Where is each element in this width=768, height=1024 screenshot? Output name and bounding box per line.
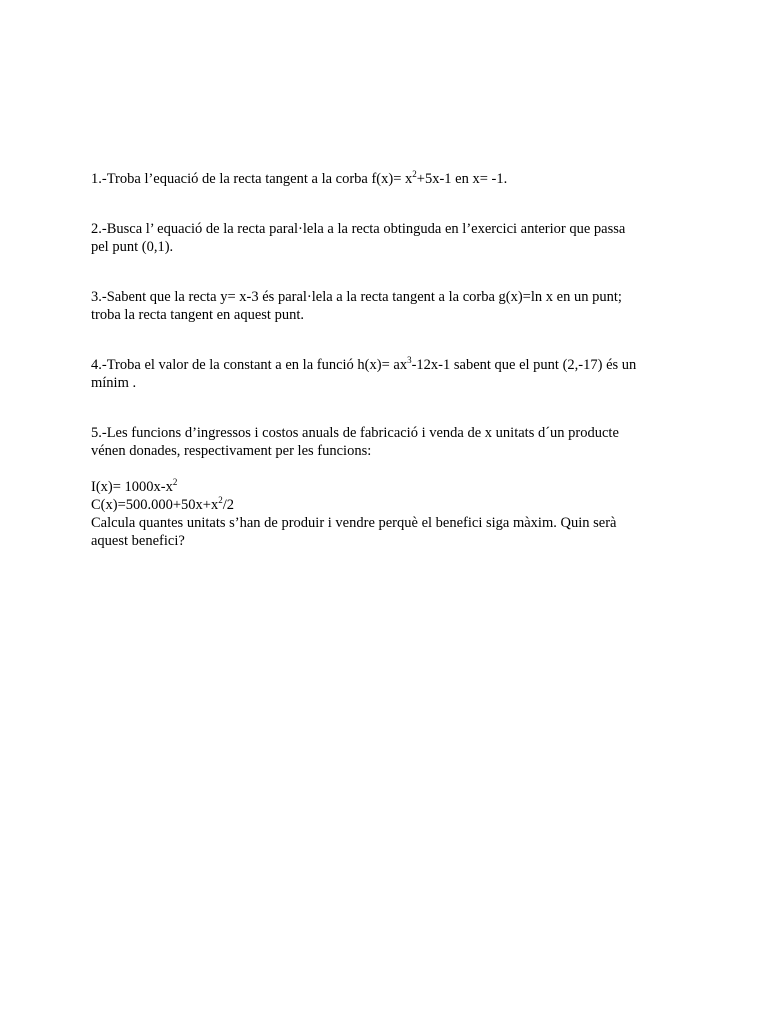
exercise-5-line-4: aquest benefici? [91,533,185,549]
exercise-4-line-2: mínim . [91,375,137,391]
exercise-3-line-2: troba la recta tangent en aquest punt. [91,307,304,323]
exercise-5-line-2: vénen donades, respectivament per les funcions: [91,443,372,459]
exercise-4-text: 4.-Troba el valor de la constant a en la funció h(x)= ax [91,357,408,373]
exercise-2 [91,220,691,256]
exercise-2-line-2: pel punt (0,1). [91,239,174,255]
exercise-sheet [91,170,691,550]
cost-function-text: C(x)=500.000+50x+x [91,497,219,513]
exercise-2-line-1: 2.-Busca l’ equació de la recta paral·lela a la recta obtinguda en l’exercici anterior que passa [91,221,626,237]
income-function-text: I(x)= 1000x-x [91,479,173,495]
exercise-5 [91,424,691,550]
exercise-4 [91,356,691,392]
income-function [91,478,691,496]
exercise-1 [91,170,691,188]
blank-line [91,460,691,478]
exercise-4-exponent: 3 [407,355,412,365]
cost-function [91,496,691,514]
exercise-5-line-3: Calcula quantes unitats s’han de produir i vendre perquè el benefici siga màxim. Quin serà [91,515,617,531]
exercise-4-text-end: -12x-1 sabent que el punt (2,-17) és un [411,357,637,373]
exercise-4-line-1 [91,356,691,374]
exercise-1-text-end: +5x-1 en x= -1. [416,171,508,187]
income-function-exponent: 2 [172,477,178,487]
exercise-1-exponent: 2 [412,169,417,179]
exercise-3 [91,288,691,324]
exercise-3-line-1: 3.-Sabent que la recta y= x-3 és paral·lela a la recta tangent a la corba g(x)=ln x en un punt; [91,289,622,305]
exercise-5-line-1: 5.-Les funcions d’ingressos i costos anuals de fabricació i venda de x unitats d´un producte [91,425,619,441]
exercise-1-line-1 [91,170,691,188]
cost-function-text-end: /2 [222,497,235,513]
exercise-1-text: 1.-Troba l’equació de la recta tangent a la corba f(x)= x [91,171,413,187]
cost-function-exponent: 2 [218,495,223,505]
